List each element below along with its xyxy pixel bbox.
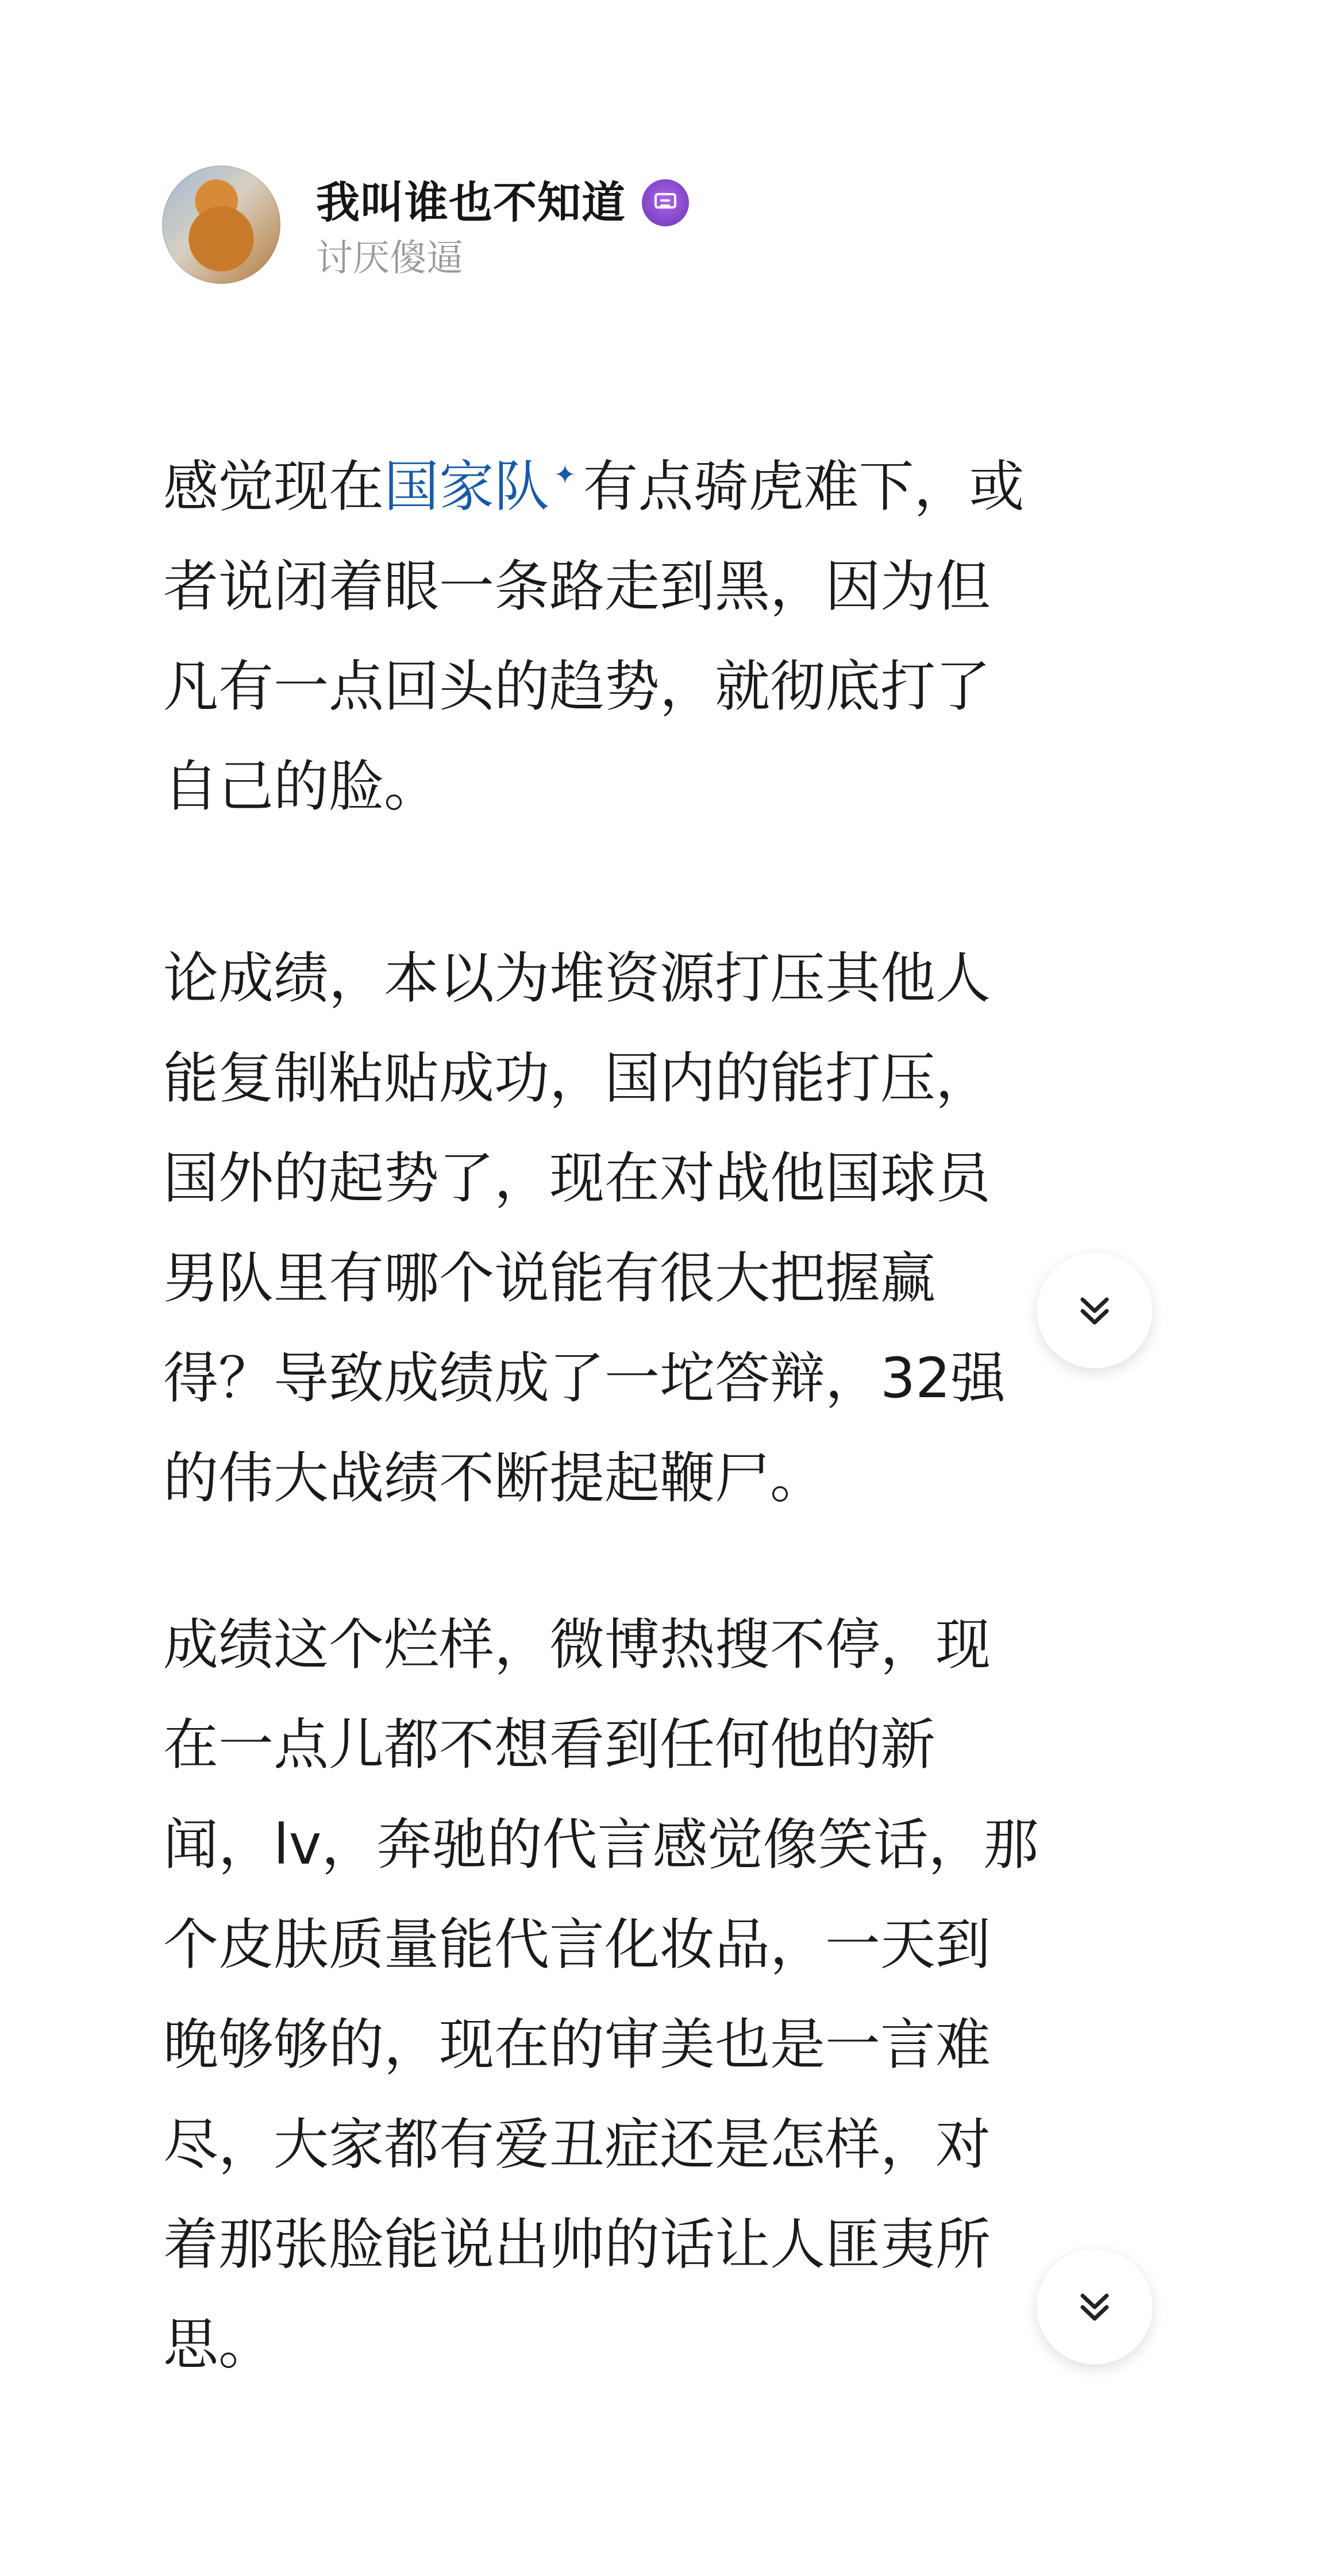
sparkle-icon: ✦ bbox=[554, 459, 576, 490]
paragraph-2-line-2: 能复制粘贴成功，国内的能打压， bbox=[163, 1046, 991, 1110]
text-segment: 感觉现在 bbox=[163, 454, 384, 519]
paragraph-3-line-5: 晚够够的，现在的审美也是一言难 bbox=[163, 2012, 991, 2077]
author-name[interactable]: 我叫谁也不知道 bbox=[316, 177, 626, 228]
article-content bbox=[163, 437, 1175, 2394]
chevron-double-down-icon bbox=[1075, 1290, 1115, 1331]
paragraph-gap bbox=[163, 1528, 1175, 1595]
paragraph-3-line-4: 个皮肤质量能代言化妆品，一天到 bbox=[163, 1912, 991, 1977]
paragraph-3-line-2: 在一点儿都不想看到任何他的新 bbox=[163, 1713, 935, 1777]
paragraph-2-line-3: 国外的起势了，现在对战他国球员 bbox=[163, 1146, 991, 1210]
chat-badge-icon[interactable] bbox=[642, 179, 689, 226]
expand-content-button[interactable] bbox=[1037, 2249, 1153, 2365]
expand-content-button[interactable] bbox=[1037, 1252, 1153, 1368]
paragraph-3-line-7: 着那张脸能说出帅的话让人匪夷所 bbox=[163, 2212, 991, 2277]
paragraph-1-line-4: 自己的脸。 bbox=[163, 754, 439, 819]
article-paragraph-1 bbox=[163, 437, 1175, 836]
paragraph-1-line-1 bbox=[163, 437, 1175, 537]
author-name-row bbox=[316, 172, 689, 233]
article-paragraph-2 bbox=[163, 928, 1175, 1528]
paragraph-3-line-1: 成绩这个烂样，微博热搜不停，现 bbox=[163, 1613, 991, 1677]
avatar[interactable] bbox=[162, 165, 280, 284]
paragraph-3-line-8: 思。 bbox=[163, 2312, 274, 2377]
paragraph-2-line-6: 的伟大战绩不断提起鞭尸。 bbox=[163, 1446, 825, 1510]
paragraph-1-line-3: 凡有一点回头的趋势，就彻底打了 bbox=[163, 654, 991, 719]
author-bio: 讨厌傻逼 bbox=[316, 237, 463, 280]
author-meta bbox=[316, 172, 689, 280]
paragraph-2-line-4: 男队里有哪个说能有很大把握赢 bbox=[163, 1246, 935, 1310]
paragraph-2-line-5: 得？导致成绩成了一坨答辩，32强 bbox=[163, 1346, 1006, 1410]
paragraph-3-line-3: 闻，lv，奔驰的代言感觉像笑话，那 bbox=[163, 1813, 1039, 1877]
article-paragraph-3 bbox=[163, 1595, 1175, 2394]
text-segment: 有点骑虎难下，或 bbox=[583, 454, 1025, 519]
paragraph-3-line-6: 尽，大家都有爱丑症还是怎样，对 bbox=[163, 2112, 991, 2177]
author-header bbox=[162, 161, 689, 288]
paragraph-gap bbox=[163, 836, 1175, 928]
paragraph-1-line-2: 者说闭着眼一条路走到黑，因为但 bbox=[163, 554, 991, 619]
topic-link-national-team[interactable]: 国家队 bbox=[384, 454, 549, 519]
chevron-double-down-icon bbox=[1075, 2286, 1115, 2327]
paragraph-2-line-1: 论成绩，本以为堆资源打压其他人 bbox=[163, 946, 991, 1011]
